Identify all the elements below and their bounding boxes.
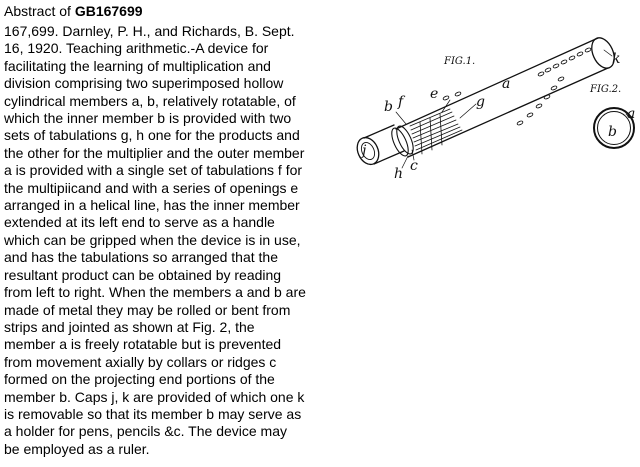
abstract-line: and has the tabulations so arranged that the <box>4 249 278 266</box>
abstract-line: a holder for pens, pencils &c. The device may <box>4 423 288 440</box>
abstract-line: be employed as a ruler. <box>4 440 150 457</box>
label-f: f <box>398 94 404 110</box>
abstract-line: sets of tabulations g, h one for the products and <box>4 127 300 144</box>
label-c: c <box>410 158 418 174</box>
abstract-line: from movement axially by collars or ridges c <box>4 353 277 370</box>
abstract-line: resultant product can be obtained by reading <box>4 266 282 283</box>
abstract-heading <box>4 3 143 20</box>
patent-drawing <box>350 26 638 186</box>
leader-lines <box>396 50 612 168</box>
abstract-line: arranged in a helical line, has the inner member <box>4 197 300 214</box>
abstract-line: made of metal they may be rolled or bent from <box>4 301 291 318</box>
abstract-line: extended at its left end to serve as a handle <box>4 214 275 231</box>
abstract-line: cylindrical members a, b, relatively rotatable, of <box>4 92 296 109</box>
label-e: e <box>430 86 439 102</box>
label-j: j <box>362 143 367 159</box>
fig1-cylinder <box>353 34 621 168</box>
abstract-line: 16, 1920. Teaching arithmetic.-A device for <box>4 40 269 57</box>
abstract-line: 167,699. Darnley, P. H., and Richards, B. Sept. <box>4 23 295 39</box>
label-g: g <box>476 94 485 110</box>
abstract-line: is removable so that its member b may serve as <box>4 405 302 422</box>
abstract-line: division comprising two superimposed hollow <box>4 75 284 92</box>
fig2-label: FIG.2. <box>590 84 622 95</box>
tabulations <box>410 109 462 154</box>
label-h: h <box>394 166 404 182</box>
abstract-body <box>4 23 344 458</box>
abstract-line: facilitating the learning of multiplication and <box>4 57 271 74</box>
abstract-line: the other for the multiplier and the outer member <box>4 144 305 161</box>
abstract-line: a is provided with a single set of tabulations f for <box>4 162 303 179</box>
outer-member-top-edge <box>396 38 598 129</box>
abstract-line: from left to right. When the members a and b are <box>4 284 306 301</box>
abstract-line: which can be gripped when the device is in use, <box>4 231 301 248</box>
abstract-line: member a is freely rotatable but is prevented <box>4 336 282 353</box>
label-k: k <box>612 51 621 67</box>
fig2-label-a: a <box>627 106 636 122</box>
abstract-line: the multipiicand and with a series of openings e <box>4 179 299 196</box>
abstract-line: which the inner member b is provided with two <box>4 110 292 127</box>
abstract-line: member b. Caps j, k are provided of which one k <box>4 388 305 405</box>
abstract-heading-prefix: Abstract of <box>4 3 75 19</box>
fig2-label-b: b <box>608 124 617 140</box>
label-a: a <box>502 76 511 92</box>
patent-number: GB167699 <box>74 3 143 19</box>
label-b: b <box>384 99 393 115</box>
patent-drawing-svg <box>350 26 638 186</box>
fig1-label: FIG.1. <box>444 56 476 67</box>
abstract-line: strips and jointed as shown at Fig. 2, the <box>4 318 255 335</box>
abstract-line: formed on the projecting end portions of the <box>4 371 275 388</box>
handle-top-edge <box>364 125 394 138</box>
